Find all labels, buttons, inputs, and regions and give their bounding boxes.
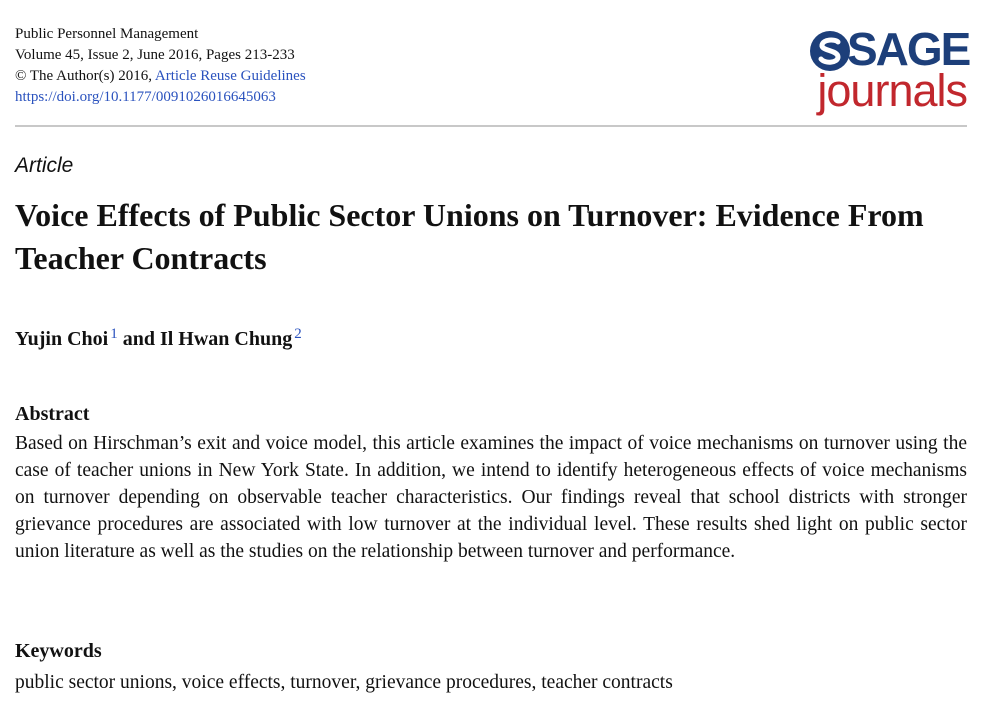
journal-name: Public Personnel Management	[15, 26, 199, 42]
copyright-line	[15, 66, 306, 87]
article-header	[15, 23, 970, 126]
keywords-heading: Keywords	[15, 640, 102, 662]
doi-link[interactable]: https://doi.org/10.1177/0091026016645063	[15, 89, 276, 105]
publication-meta	[15, 24, 306, 108]
copyright-text: © The Author(s) 2016,	[15, 68, 155, 84]
doi-line	[15, 87, 306, 108]
reuse-guidelines-link[interactable]: Article Reuse Guidelines	[154, 68, 306, 84]
sage-wordmark: SAGE	[847, 23, 970, 75]
author-affiliation-ref[interactable]: 2	[294, 326, 302, 342]
journals-wordmark: journals	[817, 65, 967, 116]
author-connector: and	[117, 328, 160, 350]
author-name[interactable]: Yujin Choi	[15, 328, 109, 350]
author-affiliation-ref[interactable]: 1	[110, 326, 118, 342]
keywords-list: public sector unions, voice effects, turnover, grievance procedures, teacher contracts	[15, 672, 673, 693]
author-list	[15, 326, 302, 351]
abstract-text: Based on Hirschman’s exit and voice model, this article examines the impact of voice mechanisms on turnover using the case of teacher unions in New York State. In addition, we intend to identify heterogeneous effects of voice mechanisms on turnover depending on observable teacher characteristics. Our findings reveal that school districts with stronger grievance procedures are associated with low turnover at the individual level. These results shed light on public sector union literature as well as the studies on the relationship between turnover and performance.	[15, 433, 967, 562]
author-name[interactable]: Il Hwan Chung	[159, 328, 293, 350]
abstract-heading: Abstract	[15, 403, 90, 425]
article-title: Voice Effects of Public Sector Unions on Turnover: Evidence From Teacher Contracts	[15, 197, 924, 276]
article-page	[15, 0, 970, 713]
volume-info: Volume 45, Issue 2, June 2016, Pages 213-233	[15, 47, 295, 63]
header-divider	[15, 125, 967, 127]
article-type-label: Article	[15, 154, 74, 177]
sage-journals-logo[interactable]	[809, 23, 970, 120]
